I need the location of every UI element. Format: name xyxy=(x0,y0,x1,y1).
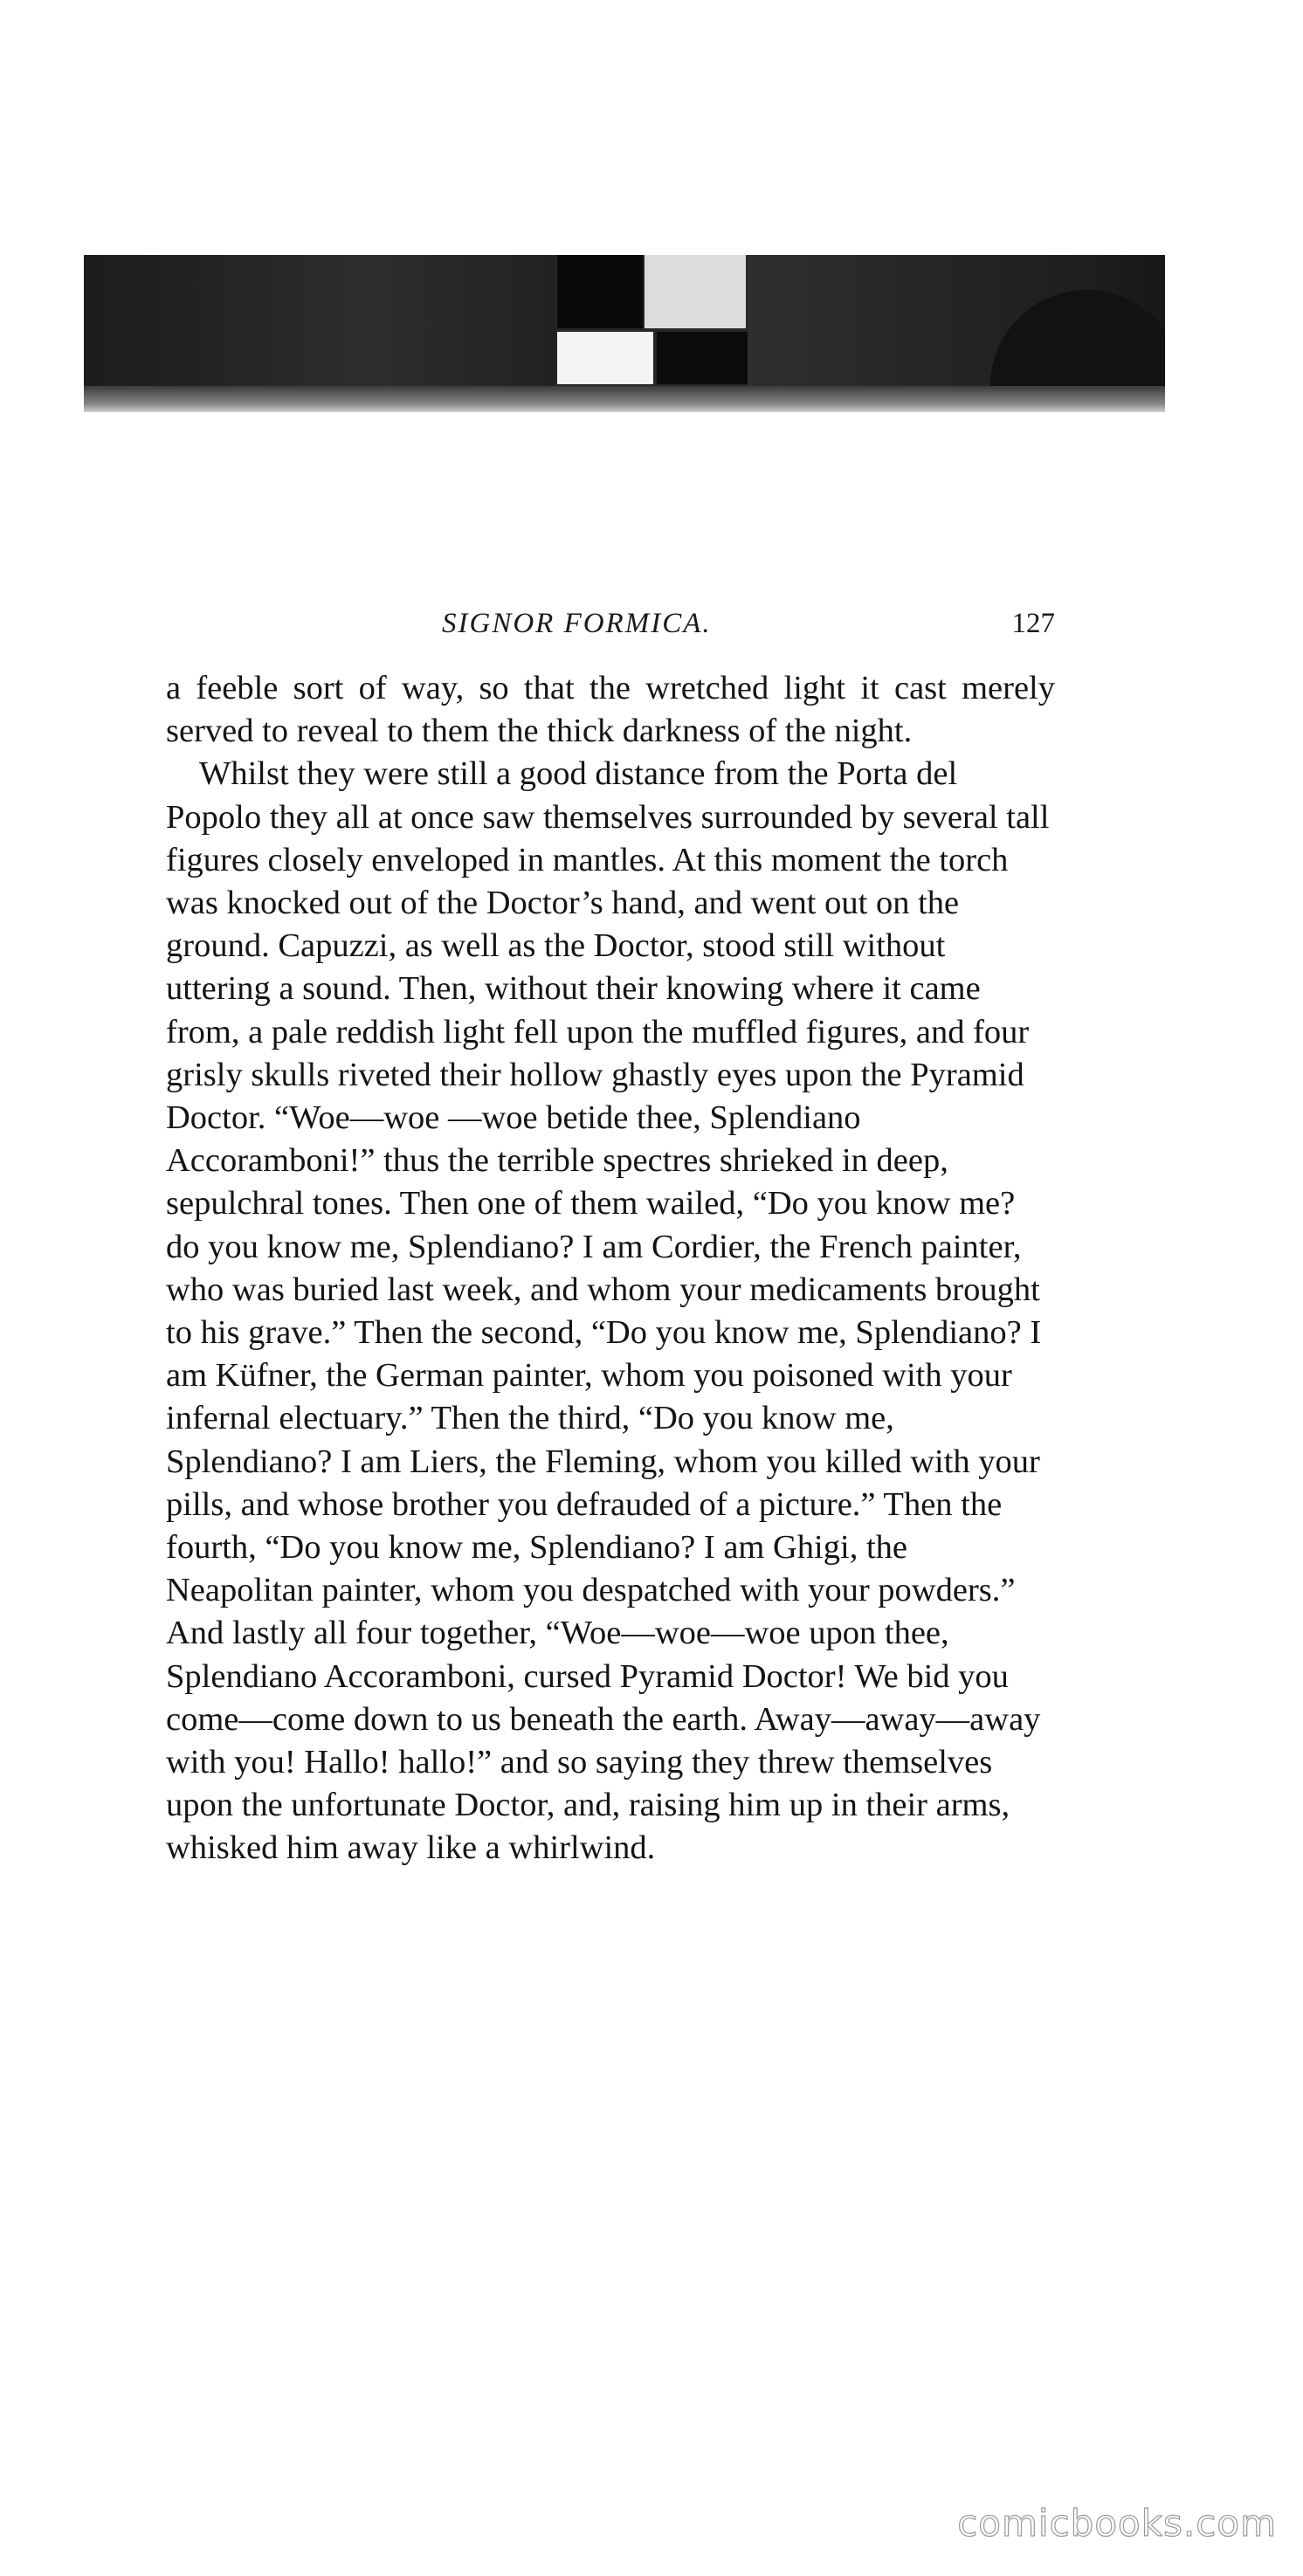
body-text xyxy=(166,667,1055,1870)
scan-black-square xyxy=(557,255,643,328)
site-watermark: comicbooks.com xyxy=(957,2502,1277,2545)
page-number: 127 xyxy=(1011,608,1055,639)
paragraph-2: Whilst they were still a good distance from the Porta del Popolo they all at once saw themselves surrounded by several tall figures closely enveloped in mantles. At this moment the torch was knocked out of the Doctor’s hand, and went out on the ground. Capuzzi, as well as the Doctor, stood still without uttering a sound. Then, without their knowing where it came from, a pale reddish light fell upon the muffled figures, and four grisly skulls riveted their hollow ghastly eyes upon the Pyramid Doctor. “Woe—woe —woe betide thee, Splendiano Accoramboni!” thus the terrible spectres shrieked in deep, sepulchral tones. Then one of them wailed, “Do you know me? do you know me, Splendiano? I am Cordier, the French painter, who was buried last week, and whom your medicaments brought to his grave.” Then the second, “Do you know me, Splendiano? I am Küfner, the German painter, whom you poisoned with your infernal electuary.” Then the third, “Do you know me, Splendiano? I am Liers, the Fleming, whom you killed with your pills, and whose brother you defrauded of a picture.” Then the fourth, “Do you know me, Splendiano? I am Ghigi, the Neapolitan painter, whom you despatched with your powders.” And lastly all four together, “Woe—woe—woe upon thee, Splendiano Accoramboni, cursed Pyramid Doctor! We bid you come—come down to us beneath the earth. Away—away—away with you! Hallo! hallo!” and so saying they threw themselves upon the unfortunate Doctor, and, raising him up in their arms, whisked him away like a whirlwind. xyxy=(166,755,1050,1867)
running-title: SIGNOR FORMICA. xyxy=(442,608,712,639)
scan-bottom-edge xyxy=(84,386,1165,412)
running-head xyxy=(166,603,1055,651)
book-page xyxy=(166,603,1055,1870)
scanned-photo-strip xyxy=(84,255,1165,412)
scan-dark-square xyxy=(657,332,748,384)
scan-grey-square xyxy=(645,255,746,328)
paragraph-1: a feeble sort of way, so that the wretched light it cast merely served to reveal to them the thick darkness of the night. xyxy=(166,670,1055,750)
scan-white-square xyxy=(557,332,653,384)
